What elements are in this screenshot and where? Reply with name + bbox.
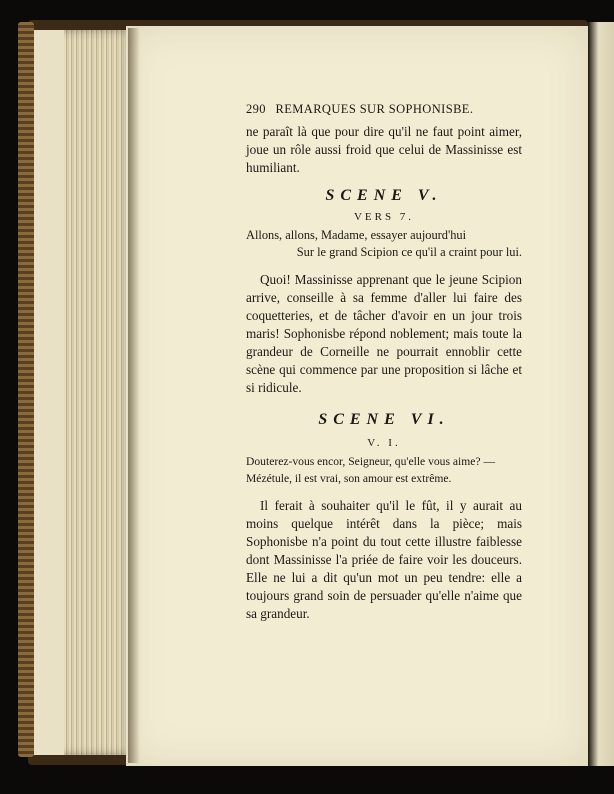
running-head-title: REMARQUES SUR SOPHONISBE. — [275, 102, 474, 116]
running-header — [246, 102, 522, 117]
scene-6-verse-line-2: Mézétule, il est vrai, son amour est extrême. — [246, 472, 452, 485]
scene-5-verse-line-2: Sur le grand Scipion ce qu'il a craint pour lui. — [296, 245, 522, 259]
page-content — [246, 102, 522, 623]
scene-6-verse-line-1: Douterez-vous encor, Seigneur, qu'elle vous aime? — — [246, 455, 496, 468]
page-stack-left — [34, 30, 64, 755]
scene-6-commentary: Il ferait à souhaiter qu'il le fût, il y aurait au moins quelque intérêt dans la pièce; mais Sophonisbe n'a point du tout cette illustre faiblesse dont Massinisse l'a priée de faire voir les douceurs. Elle ne lui a dit qu'un mot un peu tendre: elle a toujours grand soin de persuader qu'elle n'aime que sa grandeur. — [246, 498, 522, 621]
scene-5-verse-ref: VERS 7. — [353, 211, 415, 223]
background-bottom — [0, 766, 614, 794]
book-spine-edge — [18, 22, 34, 757]
scene-6-verse-ref: V. I. — [367, 437, 401, 449]
scene-6-heading: SCENE VI. — [318, 411, 450, 428]
scene-5-verse-line-1: Allons, allons, Madame, essayer aujourd'hui — [246, 228, 467, 242]
facing-page-edge — [588, 22, 614, 782]
scene-5-heading: SCENE V. — [325, 187, 443, 204]
page-number: 290 — [246, 102, 266, 116]
intro-paragraph: ne paraît là que pour dire qu'il ne faut point aimer, joue un rôle aussi froid que celui de Massinisse est humiliant. — [246, 124, 522, 175]
scene-5-commentary: Quoi! Massinisse apprenant que le jeune Scipion arrive, conseille à sa femme d'aller lui faire des coquetteries, et de tâcher d'avoir en un jour trois maris! Sophonisbe répond noblement; mais toute la grandeur de Corneille ne pourrait ennoblir cette scène qui commence par une proposition si lâche et si ridicule. — [246, 272, 522, 395]
page-gutter-shadow — [128, 28, 140, 763]
